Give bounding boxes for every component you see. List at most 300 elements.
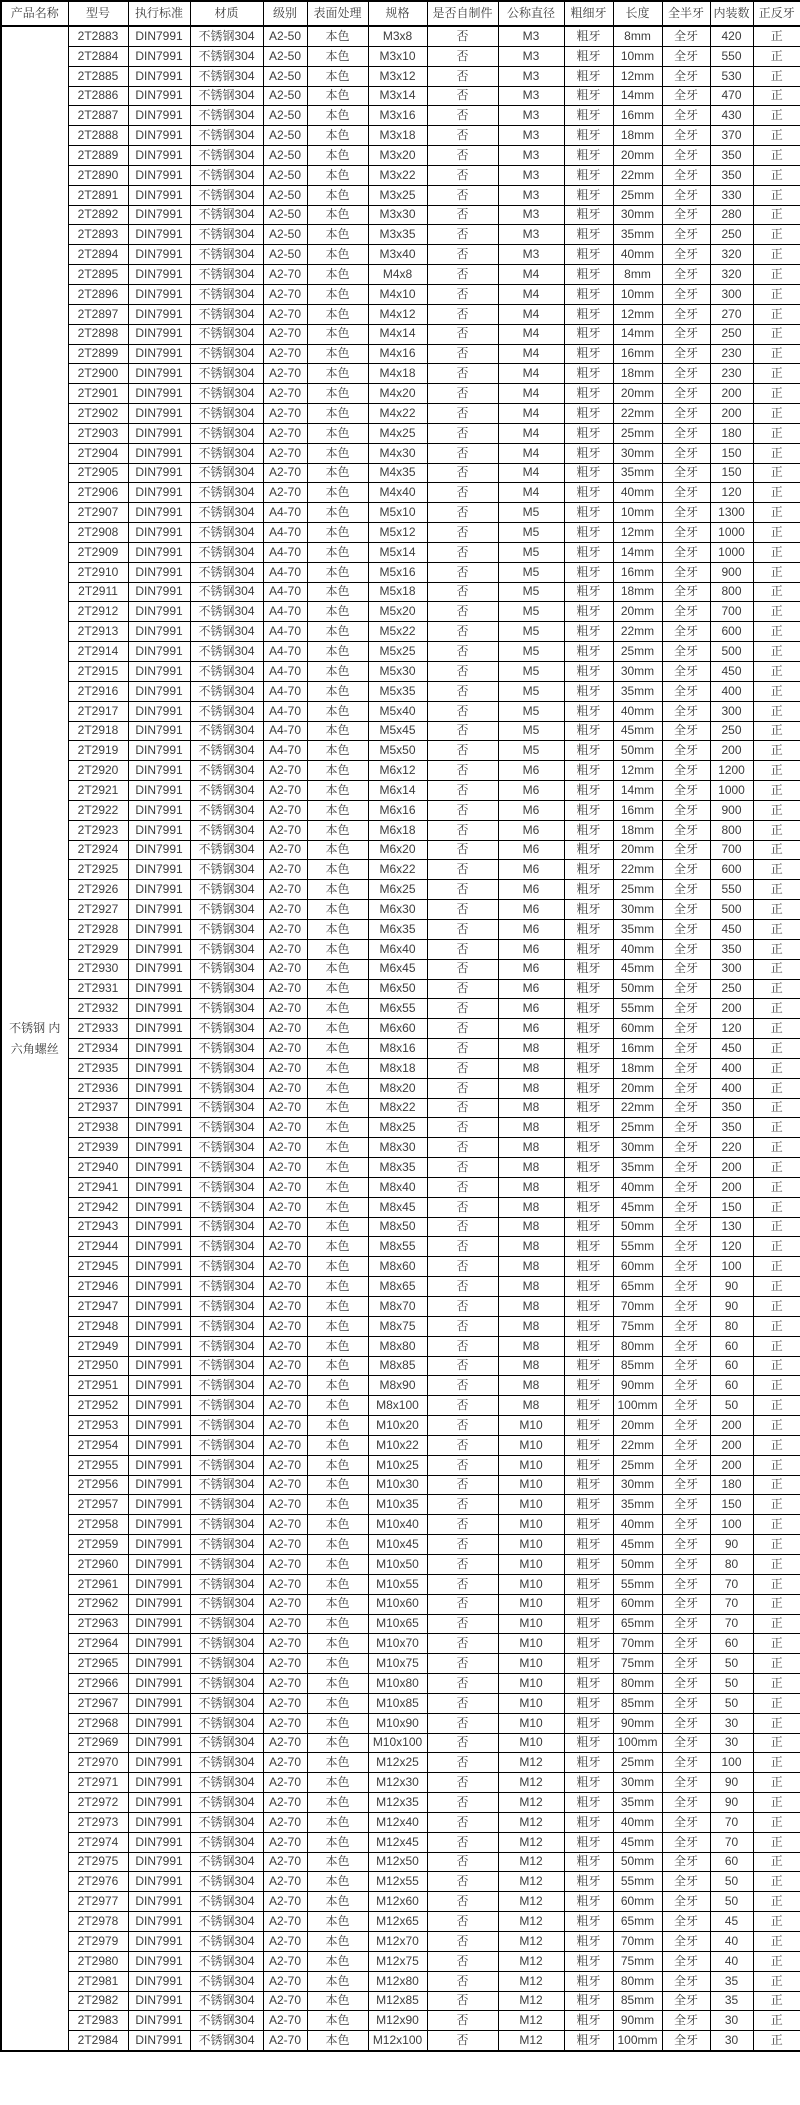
cell-self-made: 否 — [427, 1614, 498, 1634]
cell-surface: 本色 — [307, 1138, 368, 1158]
cell-thread-direction: 正 — [753, 1932, 800, 1952]
cell-level: A2-50 — [263, 126, 307, 146]
table-row — [1, 1753, 800, 1773]
table-row — [1, 423, 800, 443]
table-row — [1, 1535, 800, 1555]
cell-surface: 本色 — [307, 463, 368, 483]
table-row — [1, 1138, 800, 1158]
cell-thread-direction: 正 — [753, 1257, 800, 1277]
cell-spec: M6x22 — [368, 860, 427, 880]
cell-level: A2-70 — [263, 1773, 307, 1793]
cell-material: 不锈钢304 — [190, 205, 263, 225]
cell-material: 不锈钢304 — [190, 1971, 263, 1991]
table-row — [1, 1098, 800, 1118]
cell-diameter: M6 — [498, 999, 564, 1019]
cell-thread-type: 粗牙 — [564, 126, 613, 146]
cell-model: 2T2943 — [68, 1217, 128, 1237]
cell-surface: 本色 — [307, 1197, 368, 1217]
cell-material: 不锈钢304 — [190, 126, 263, 146]
cell-level: A2-70 — [263, 1535, 307, 1555]
cell-spec: M6x50 — [368, 979, 427, 999]
cell-material: 不锈钢304 — [190, 26, 263, 46]
table-row — [1, 1336, 800, 1356]
cell-pack-qty: 50 — [710, 1892, 753, 1912]
cell-diameter: M12 — [498, 1932, 564, 1952]
cell-spec: M5x10 — [368, 503, 427, 523]
cell-material: 不锈钢304 — [190, 582, 263, 602]
cell-pack-qty: 30 — [710, 2011, 753, 2031]
cell-level: A2-70 — [263, 1554, 307, 1574]
cell-model: 2T2884 — [68, 46, 128, 66]
table-row — [1, 1158, 800, 1178]
table-row — [1, 146, 800, 166]
cell-thread-direction: 正 — [753, 26, 800, 46]
cell-thread-direction: 正 — [753, 423, 800, 443]
cell-model: 2T2883 — [68, 26, 128, 46]
cell-thread-type: 粗牙 — [564, 324, 613, 344]
cell-level: A2-50 — [263, 26, 307, 46]
cell-material: 不锈钢304 — [190, 542, 263, 562]
cell-standard: DIN7991 — [128, 384, 190, 404]
cell-thread-coverage: 全牙 — [662, 86, 710, 106]
cell-pack-qty: 300 — [710, 959, 753, 979]
cell-thread-type: 粗牙 — [564, 1634, 613, 1654]
cell-length: 90mm — [613, 1713, 662, 1733]
table-row — [1, 959, 800, 979]
cell-pack-qty: 70 — [710, 1614, 753, 1634]
cell-surface: 本色 — [307, 1535, 368, 1555]
cell-thread-direction: 正 — [753, 1416, 800, 1436]
cell-diameter: M6 — [498, 919, 564, 939]
cell-self-made: 否 — [427, 781, 498, 801]
cell-length: 35mm — [613, 1158, 662, 1178]
cell-thread-type: 粗牙 — [564, 721, 613, 741]
cell-standard: DIN7991 — [128, 1991, 190, 2011]
cell-surface: 本色 — [307, 225, 368, 245]
cell-standard: DIN7991 — [128, 1098, 190, 1118]
cell-diameter: M12 — [498, 1912, 564, 1932]
cell-self-made: 否 — [427, 1832, 498, 1852]
cell-spec: M4x8 — [368, 265, 427, 285]
cell-pack-qty: 250 — [710, 979, 753, 999]
cell-pack-qty: 50 — [710, 1693, 753, 1713]
cell-level: A2-70 — [263, 1118, 307, 1138]
cell-diameter: M8 — [498, 1078, 564, 1098]
cell-standard: DIN7991 — [128, 1416, 190, 1436]
cell-thread-direction: 正 — [753, 1852, 800, 1872]
cell-surface: 本色 — [307, 1932, 368, 1952]
cell-level: A4-70 — [263, 562, 307, 582]
cell-pack-qty: 70 — [710, 1594, 753, 1614]
cell-thread-type: 粗牙 — [564, 741, 613, 761]
cell-diameter: M6 — [498, 761, 564, 781]
cell-model: 2T2984 — [68, 2031, 128, 2051]
cell-thread-coverage: 全牙 — [662, 1654, 710, 1674]
cell-spec: M12x90 — [368, 2011, 427, 2031]
cell-self-made: 否 — [427, 1971, 498, 1991]
cell-length: 45mm — [613, 1535, 662, 1555]
cell-standard: DIN7991 — [128, 1197, 190, 1217]
cell-model: 2T2963 — [68, 1614, 128, 1634]
cell-pack-qty: 400 — [710, 1078, 753, 1098]
cell-model: 2T2951 — [68, 1376, 128, 1396]
cell-thread-coverage: 全牙 — [662, 582, 710, 602]
cell-material: 不锈钢304 — [190, 404, 263, 424]
table-row — [1, 820, 800, 840]
cell-thread-type: 粗牙 — [564, 900, 613, 920]
cell-standard: DIN7991 — [128, 1396, 190, 1416]
cell-level: A2-70 — [263, 959, 307, 979]
cell-thread-coverage: 全牙 — [662, 1971, 710, 1991]
cell-standard: DIN7991 — [128, 781, 190, 801]
cell-self-made: 否 — [427, 1396, 498, 1416]
cell-thread-type: 粗牙 — [564, 1316, 613, 1336]
cell-self-made: 否 — [427, 1376, 498, 1396]
cell-spec: M8x85 — [368, 1356, 427, 1376]
cell-material: 不锈钢304 — [190, 1713, 263, 1733]
cell-surface: 本色 — [307, 1237, 368, 1257]
cell-material: 不锈钢304 — [190, 1654, 263, 1674]
cell-thread-coverage: 全牙 — [662, 126, 710, 146]
cell-model: 2T2967 — [68, 1693, 128, 1713]
cell-level: A2-50 — [263, 165, 307, 185]
cell-diameter: M4 — [498, 384, 564, 404]
cell-standard: DIN7991 — [128, 1912, 190, 1932]
cell-level: A2-50 — [263, 245, 307, 265]
cell-self-made: 否 — [427, 1713, 498, 1733]
cell-material: 不锈钢304 — [190, 245, 263, 265]
cell-pack-qty: 60 — [710, 1852, 753, 1872]
cell-thread-type: 粗牙 — [564, 245, 613, 265]
cell-length: 35mm — [613, 1793, 662, 1813]
cell-standard: DIN7991 — [128, 1932, 190, 1952]
cell-surface: 本色 — [307, 1713, 368, 1733]
cell-surface: 本色 — [307, 1356, 368, 1376]
cell-pack-qty: 50 — [710, 1674, 753, 1694]
cell-material: 不锈钢304 — [190, 463, 263, 483]
cell-pack-qty: 1000 — [710, 781, 753, 801]
cell-pack-qty: 60 — [710, 1376, 753, 1396]
cell-thread-coverage: 全牙 — [662, 66, 710, 86]
cell-standard: DIN7991 — [128, 165, 190, 185]
cell-surface: 本色 — [307, 1793, 368, 1813]
cell-thread-coverage: 全牙 — [662, 1594, 710, 1614]
table-row — [1, 1892, 800, 1912]
cell-diameter: M10 — [498, 1674, 564, 1694]
cell-level: A4-70 — [263, 602, 307, 622]
cell-self-made: 否 — [427, 959, 498, 979]
cell-thread-coverage: 全牙 — [662, 1118, 710, 1138]
cell-material: 不锈钢304 — [190, 344, 263, 364]
cell-material: 不锈钢304 — [190, 1535, 263, 1555]
cell-model: 2T2959 — [68, 1535, 128, 1555]
cell-pack-qty: 370 — [710, 126, 753, 146]
cell-standard: DIN7991 — [128, 1039, 190, 1059]
cell-thread-type: 粗牙 — [564, 165, 613, 185]
cell-thread-direction: 正 — [753, 1237, 800, 1257]
cell-material: 不锈钢304 — [190, 165, 263, 185]
cell-level: A4-70 — [263, 701, 307, 721]
cell-surface: 本色 — [307, 761, 368, 781]
cell-level: A2-70 — [263, 1832, 307, 1852]
cell-surface: 本色 — [307, 1177, 368, 1197]
cell-spec: M8x90 — [368, 1376, 427, 1396]
cell-thread-direction: 正 — [753, 681, 800, 701]
cell-thread-direction: 正 — [753, 1773, 800, 1793]
cell-surface: 本色 — [307, 1475, 368, 1495]
cell-pack-qty: 450 — [710, 662, 753, 682]
cell-level: A2-70 — [263, 1237, 307, 1257]
cell-self-made: 否 — [427, 681, 498, 701]
cell-model: 2T2924 — [68, 840, 128, 860]
cell-model: 2T2914 — [68, 642, 128, 662]
cell-material: 不锈钢304 — [190, 1396, 263, 1416]
cell-thread-type: 粗牙 — [564, 662, 613, 682]
cell-thread-direction: 正 — [753, 1991, 800, 2011]
cell-model: 2T2968 — [68, 1713, 128, 1733]
cell-thread-type: 粗牙 — [564, 1951, 613, 1971]
cell-self-made: 否 — [427, 1257, 498, 1277]
cell-pack-qty: 180 — [710, 423, 753, 443]
cell-model: 2T2937 — [68, 1098, 128, 1118]
cell-diameter: M10 — [498, 1713, 564, 1733]
cell-thread-coverage: 全牙 — [662, 1951, 710, 1971]
cell-standard: DIN7991 — [128, 1237, 190, 1257]
cell-diameter: M5 — [498, 542, 564, 562]
cell-self-made: 否 — [427, 265, 498, 285]
cell-diameter: M3 — [498, 165, 564, 185]
header-standard: 执行标准 — [128, 1, 190, 26]
cell-model: 2T2911 — [68, 582, 128, 602]
cell-self-made: 否 — [427, 1574, 498, 1594]
cell-pack-qty: 200 — [710, 1177, 753, 1197]
cell-surface: 本色 — [307, 304, 368, 324]
cell-thread-coverage: 全牙 — [662, 800, 710, 820]
cell-standard: DIN7991 — [128, 800, 190, 820]
cell-model: 2T2954 — [68, 1435, 128, 1455]
cell-model: 2T2898 — [68, 324, 128, 344]
cell-thread-coverage: 全牙 — [662, 1912, 710, 1932]
cell-level: A2-70 — [263, 1713, 307, 1733]
cell-thread-direction: 正 — [753, 919, 800, 939]
cell-thread-coverage: 全牙 — [662, 562, 710, 582]
cell-thread-type: 粗牙 — [564, 562, 613, 582]
cell-level: A2-50 — [263, 225, 307, 245]
cell-standard: DIN7991 — [128, 503, 190, 523]
cell-level: A2-70 — [263, 919, 307, 939]
cell-length: 20mm — [613, 840, 662, 860]
cell-surface: 本色 — [307, 404, 368, 424]
cell-self-made: 否 — [427, 880, 498, 900]
cell-thread-type: 粗牙 — [564, 2011, 613, 2031]
cell-diameter: M3 — [498, 146, 564, 166]
cell-pack-qty: 150 — [710, 443, 753, 463]
cell-surface: 本色 — [307, 1872, 368, 1892]
cell-pack-qty: 100 — [710, 1257, 753, 1277]
cell-spec: M12x100 — [368, 2031, 427, 2051]
cell-diameter: M10 — [498, 1634, 564, 1654]
table-row — [1, 1634, 800, 1654]
cell-length: 60mm — [613, 1892, 662, 1912]
cell-level: A2-50 — [263, 66, 307, 86]
cell-thread-direction: 正 — [753, 860, 800, 880]
cell-length: 75mm — [613, 1654, 662, 1674]
cell-material: 不锈钢304 — [190, 423, 263, 443]
table-row — [1, 602, 800, 622]
cell-thread-type: 粗牙 — [564, 840, 613, 860]
cell-pack-qty: 90 — [710, 1277, 753, 1297]
cell-level: A2-70 — [263, 1892, 307, 1912]
cell-thread-type: 粗牙 — [564, 1416, 613, 1436]
cell-thread-coverage: 全牙 — [662, 2011, 710, 2031]
cell-material: 不锈钢304 — [190, 939, 263, 959]
cell-standard: DIN7991 — [128, 681, 190, 701]
cell-model: 2T2942 — [68, 1197, 128, 1217]
table-row — [1, 1594, 800, 1614]
cell-thread-coverage: 全牙 — [662, 26, 710, 46]
cell-diameter: M3 — [498, 106, 564, 126]
cell-model: 2T2983 — [68, 2011, 128, 2031]
cell-material: 不锈钢304 — [190, 66, 263, 86]
cell-thread-coverage: 全牙 — [662, 185, 710, 205]
cell-thread-coverage: 全牙 — [662, 46, 710, 66]
cell-length: 50mm — [613, 741, 662, 761]
cell-level: A2-50 — [263, 205, 307, 225]
cell-thread-type: 粗牙 — [564, 781, 613, 801]
cell-length: 70mm — [613, 1932, 662, 1952]
cell-thread-coverage: 全牙 — [662, 1356, 710, 1376]
cell-thread-coverage: 全牙 — [662, 1019, 710, 1039]
cell-level: A4-70 — [263, 503, 307, 523]
table-row — [1, 880, 800, 900]
cell-pack-qty: 550 — [710, 880, 753, 900]
cell-length: 14mm — [613, 86, 662, 106]
cell-material: 不锈钢304 — [190, 1753, 263, 1773]
cell-length: 16mm — [613, 562, 662, 582]
cell-diameter: M10 — [498, 1416, 564, 1436]
cell-surface: 本色 — [307, 622, 368, 642]
cell-self-made: 否 — [427, 1554, 498, 1574]
cell-thread-direction: 正 — [753, 999, 800, 1019]
cell-thread-coverage: 全牙 — [662, 1872, 710, 1892]
cell-thread-type: 粗牙 — [564, 523, 613, 543]
cell-material: 不锈钢304 — [190, 1376, 263, 1396]
cell-standard: DIN7991 — [128, 1356, 190, 1376]
cell-diameter: M12 — [498, 1951, 564, 1971]
cell-model: 2T2891 — [68, 185, 128, 205]
cell-pack-qty: 50 — [710, 1396, 753, 1416]
cell-thread-direction: 正 — [753, 443, 800, 463]
cell-thread-direction: 正 — [753, 324, 800, 344]
cell-self-made: 否 — [427, 741, 498, 761]
cell-thread-coverage: 全牙 — [662, 1634, 710, 1654]
cell-thread-type: 粗牙 — [564, 1515, 613, 1535]
cell-thread-direction: 正 — [753, 840, 800, 860]
cell-level: A4-70 — [263, 542, 307, 562]
cell-diameter: M4 — [498, 304, 564, 324]
cell-thread-type: 粗牙 — [564, 1693, 613, 1713]
cell-diameter: M12 — [498, 1991, 564, 2011]
cell-pack-qty: 120 — [710, 483, 753, 503]
cell-thread-type: 粗牙 — [564, 800, 613, 820]
table-row — [1, 1217, 800, 1237]
cell-standard: DIN7991 — [128, 642, 190, 662]
cell-thread-type: 粗牙 — [564, 463, 613, 483]
cell-length: 50mm — [613, 1554, 662, 1574]
cell-spec: M3x35 — [368, 225, 427, 245]
cell-material: 不锈钢304 — [190, 1277, 263, 1297]
cell-thread-direction: 正 — [753, 46, 800, 66]
cell-level: A2-70 — [263, 1297, 307, 1317]
cell-material: 不锈钢304 — [190, 662, 263, 682]
cell-diameter: M10 — [498, 1495, 564, 1515]
cell-diameter: M3 — [498, 66, 564, 86]
cell-pack-qty: 60 — [710, 1356, 753, 1376]
cell-pack-qty: 90 — [710, 1773, 753, 1793]
cell-length: 55mm — [613, 1237, 662, 1257]
cell-pack-qty: 900 — [710, 800, 753, 820]
cell-level: A2-70 — [263, 364, 307, 384]
cell-thread-type: 粗牙 — [564, 622, 613, 642]
cell-standard: DIN7991 — [128, 1852, 190, 1872]
header-thread-coverage: 全半牙 — [662, 1, 710, 26]
cell-level: A2-70 — [263, 284, 307, 304]
cell-material: 不锈钢304 — [190, 642, 263, 662]
table-row — [1, 1435, 800, 1455]
cell-length: 22mm — [613, 1098, 662, 1118]
cell-thread-type: 粗牙 — [564, 344, 613, 364]
cell-material: 不锈钢304 — [190, 1634, 263, 1654]
cell-pack-qty: 30 — [710, 1733, 753, 1753]
cell-material: 不锈钢304 — [190, 324, 263, 344]
cell-thread-coverage: 全牙 — [662, 503, 710, 523]
cell-length: 40mm — [613, 939, 662, 959]
cell-thread-coverage: 全牙 — [662, 1039, 710, 1059]
cell-spec: M12x70 — [368, 1932, 427, 1952]
cell-material: 不锈钢304 — [190, 1554, 263, 1574]
table-row — [1, 681, 800, 701]
cell-diameter: M10 — [498, 1594, 564, 1614]
cell-thread-coverage: 全牙 — [662, 1693, 710, 1713]
cell-pack-qty: 400 — [710, 681, 753, 701]
cell-self-made: 否 — [427, 999, 498, 1019]
cell-level: A2-70 — [263, 344, 307, 364]
cell-model: 2T2916 — [68, 681, 128, 701]
cell-self-made: 否 — [427, 1475, 498, 1495]
cell-level: A2-70 — [263, 1793, 307, 1813]
cell-thread-type: 粗牙 — [564, 1614, 613, 1634]
cell-pack-qty: 60 — [710, 1634, 753, 1654]
cell-thread-coverage: 全牙 — [662, 1535, 710, 1555]
cell-model: 2T2949 — [68, 1336, 128, 1356]
cell-surface: 本色 — [307, 1614, 368, 1634]
cell-thread-type: 粗牙 — [564, 919, 613, 939]
cell-diameter: M3 — [498, 26, 564, 46]
cell-level: A2-70 — [263, 1594, 307, 1614]
cell-pack-qty: 35 — [710, 1971, 753, 1991]
cell-model: 2T2908 — [68, 523, 128, 543]
cell-surface: 本色 — [307, 1039, 368, 1059]
cell-thread-direction: 正 — [753, 1971, 800, 1991]
cell-level: A2-70 — [263, 1951, 307, 1971]
cell-model: 2T2945 — [68, 1257, 128, 1277]
cell-self-made: 否 — [427, 721, 498, 741]
cell-level: A2-70 — [263, 463, 307, 483]
cell-material: 不锈钢304 — [190, 1812, 263, 1832]
cell-diameter: M4 — [498, 324, 564, 344]
cell-self-made: 否 — [427, 245, 498, 265]
cell-length: 65mm — [613, 1277, 662, 1297]
